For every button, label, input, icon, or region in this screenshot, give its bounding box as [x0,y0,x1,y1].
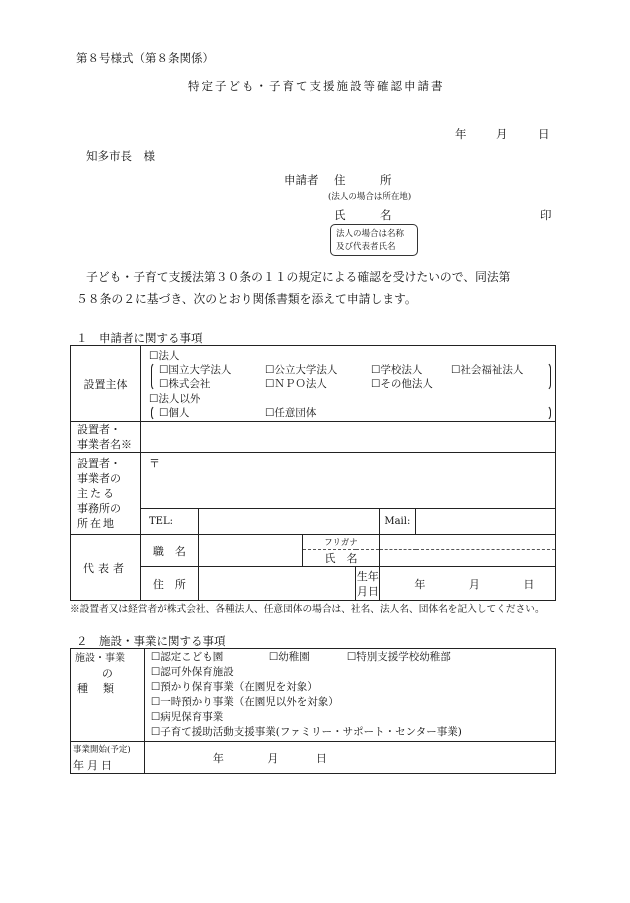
facility-info-table [70,648,556,774]
applicant-address-note: (法人の場合は所在地) [328,192,412,202]
extended-care-checkbox[interactable]: ☐預かり保育事業（在園児を対象） [150,681,318,693]
applicant-name-note-2: 及び代表者氏名 [336,242,396,252]
rep-label: 代表者 [71,535,141,601]
office-location-label-cell [71,453,141,535]
rep-name-field[interactable] [380,550,556,567]
public-univ-checkbox[interactable]: ☐公立大学法人 [264,364,338,376]
rep-address-label: 住 所 [140,567,198,601]
tel-field[interactable] [198,509,379,535]
birth-month-label: 月 [468,577,480,591]
section2-heading: ２ 施設・事業に関する事項 [76,634,226,648]
form-title: 特定子ども・子育て支援施設等確認申請書 [188,79,445,93]
birth-day-label: 日 [523,577,535,591]
start-day-label: 日 [315,751,327,765]
birth-date-field[interactable] [380,567,556,601]
position-field[interactable] [198,535,302,567]
form-number: 第８号様式（第８条関係） [76,51,214,65]
social-welfare-checkbox[interactable]: ☐社会福祉法人 [450,364,524,376]
start-year-label: 年 [212,751,224,765]
facility-type-label-cell [71,649,145,742]
birth-label-1: 生年 [356,569,379,583]
seal-mark: 印 [540,208,552,222]
special-support-kindergarten-checkbox[interactable]: ☐特別支援学校幼稚部 [346,651,451,663]
facility-type-label-2: の [101,667,113,680]
start-date-label-1: 事業開始(予定) [73,744,131,755]
mail-field[interactable] [416,509,556,535]
stock-company-checkbox[interactable]: ☐株式会社 [158,378,211,390]
founder-type-label: 設置主体 [71,346,141,422]
office-label-4: 事務所の [77,502,121,515]
furigana-field[interactable] [380,535,556,550]
non-corp-bracket [151,405,551,421]
founder-name-label-1: 設置者・ [77,423,121,436]
corp-checkbox[interactable]: ☐法人 [148,350,180,362]
temporary-care-checkbox[interactable]: ☐一時預かり事業（在園児以外を対象） [150,696,339,708]
non-corp-checkbox[interactable]: ☐法人以外 [148,393,201,405]
individual-checkbox[interactable]: ☐個人 [158,407,190,419]
facility-type-options [144,649,555,742]
start-date-field[interactable] [144,742,555,774]
certified-kodomoen-checkbox[interactable]: ☐認定こども園 [150,651,224,663]
sick-child-care-checkbox[interactable]: ☐病児保育事業 [150,711,224,723]
applicant-address-label: 住 所 [334,173,392,187]
rep-address-field[interactable] [198,567,356,601]
start-date-label-2: 年月日 [73,758,115,772]
founder-name-field[interactable] [140,422,555,453]
office-label-3: 主たる [77,487,116,500]
other-corp-checkbox[interactable]: ☐その他法人 [370,378,433,390]
start-month-label: 月 [267,751,279,765]
rep-name-label: 氏 名 [302,550,380,567]
mail-label: Mail: [380,509,416,535]
start-date-label-cell [71,742,145,774]
founder-name-label-cell [71,422,141,453]
date-month-label: 月 [496,127,508,141]
founder-type-cell [140,346,555,422]
birth-label-2: 月日 [356,584,379,598]
office-address-field[interactable] [140,453,555,509]
founder-name-label-2: 事業者名※ [77,438,132,451]
voluntary-group-checkbox[interactable]: ☐任意団体 [264,407,317,419]
applicant-name-note-1: 法人の場合は名称 [336,229,405,239]
applicant-info-table [70,345,556,601]
kindergarten-checkbox[interactable]: ☐幼稚園 [268,651,310,663]
addressee: 知多市長 様 [86,149,155,163]
applicant-label: 申請者 [284,173,319,187]
intro-line-2: ５８条の２に基づき、次のとおり関係書類を添えて申請します。 [76,292,417,306]
unlicensed-nursery-checkbox[interactable]: ☐認可外保育施設 [150,666,234,678]
family-support-checkbox[interactable]: ☐子育て援助活動支援事業(ファミリー・サポート・センター事業) [150,726,462,738]
birth-label-cell [356,567,380,601]
office-label-2: 事業者の [77,472,121,485]
national-univ-checkbox[interactable]: ☐国立大学法人 [158,364,232,376]
furigana-label: フリガナ [302,535,380,550]
postal-mark: 〒 [148,457,160,470]
date-year-label: 年 [455,127,467,141]
birth-year-label: 年 [414,577,426,591]
tel-label: TEL: [140,509,198,535]
office-label-1: 設置者・ [77,457,121,470]
position-label: 職 名 [140,535,198,567]
section1-note: ※設置者又は経営者が株式会社、各種法人、任意団体の場合は、社名、法人名、団体名を記入してください。 [70,604,545,615]
applicant-name-label: 氏 名 [334,208,392,222]
office-label-5: 所在地 [77,517,116,530]
school-corp-checkbox[interactable]: ☐学校法人 [370,364,423,376]
intro-line-1: 子ども・子育て支援法第３０条の１１の規定による確認を受けたいので、同法第 [86,270,511,284]
npo-checkbox[interactable]: ☐ＮＰＯ法人 [264,378,327,390]
date-day-label: 日 [538,127,550,141]
facility-type-label-1: 施設・事業 [75,653,125,664]
facility-type-label-3: 種 類 [77,682,116,695]
section1-heading: １ 申請者に関する事項 [76,331,203,345]
